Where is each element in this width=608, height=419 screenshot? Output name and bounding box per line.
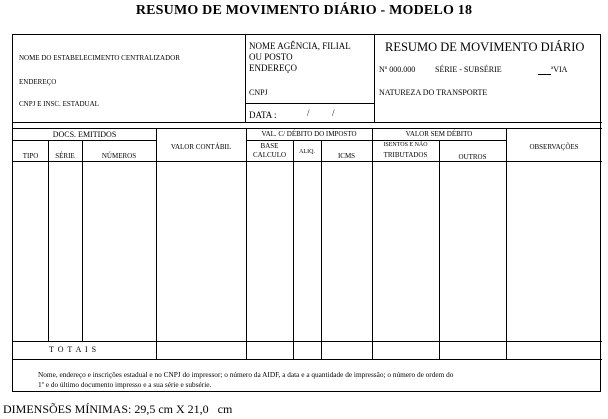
date-separator-2: / <box>332 108 335 118</box>
address-label: ENDEREÇO <box>19 78 57 86</box>
establishment-label: NOME DO ESTABELECIMENTO CENTRALIZADOR <box>19 54 180 62</box>
col-line-icms-isentos <box>372 128 373 359</box>
col-line-serie-numeros <box>82 140 83 341</box>
col-line-outros-obs <box>506 128 507 359</box>
page-title: RESUMO DE MOVIMENTO DIÁRIO - MODELO 18 <box>135 3 473 18</box>
form-frame <box>12 34 601 392</box>
col-numeros: NÚMEROS <box>101 152 137 160</box>
totals-bottom-border <box>13 359 602 360</box>
col-observacoes: OBSERVAÇÕES <box>529 143 579 151</box>
header-divider-1 <box>245 35 246 122</box>
totals-top-border <box>13 341 602 342</box>
col-line-tipo-serie <box>48 140 49 341</box>
printer-note-line2: 1º e do último documento impresso e a sua série e subsérie. <box>38 380 212 389</box>
cnpj-ie-label: CNPJ E INSC. ESTADUAL <box>19 100 99 108</box>
col-line-aliq-icms <box>321 140 322 359</box>
date-separator-1: / <box>307 108 310 118</box>
column-header-bottom <box>13 161 602 162</box>
sem-debito-group-header: VALOR SEM DÉBITO <box>405 130 473 138</box>
via-label: ªVIA <box>551 65 568 74</box>
col-base-line2: CALCULO <box>252 151 287 159</box>
agency-label-line2: OU POSTO <box>249 52 293 62</box>
agency-cnpj-label: CNPJ <box>249 88 268 97</box>
printer-note-line1: Nome, endereço e inscrições estadual e no CNPJ do impressor; o número da AIDF, a data e a quantidade de impressão; o número de ordem do <box>38 370 454 379</box>
col-aliq: ALIQ. <box>299 149 315 155</box>
via-blank-line <box>538 74 551 75</box>
document-number: Nº 000.000 <box>379 65 416 74</box>
series-subseries-label: SÉRIE - SUBSÉRIE <box>435 65 502 74</box>
col-line-base-aliq <box>293 140 294 359</box>
col-line-isentos-outros <box>439 140 440 359</box>
docs-group-header: DOCS. EMITIDOS <box>52 130 117 139</box>
col-line-valor-base <box>246 128 247 359</box>
date-label: DATA : <box>249 110 277 120</box>
col-serie: SÉRIE <box>55 152 75 160</box>
col-outros: OUTROS <box>458 153 487 161</box>
agency-cnpj-divider <box>245 103 374 104</box>
summary-title: RESUMO DE MOVIMENTO DIÁRIO <box>385 40 585 54</box>
transport-label: NATUREZA DO TRANSPORTE <box>379 88 488 97</box>
col-tipo: TIPO <box>22 152 39 160</box>
header-divider-2 <box>374 35 375 122</box>
agency-address-label: ENDEREÇO <box>249 63 297 73</box>
group-header-divider <box>13 140 156 141</box>
col-line-numeros-valor <box>156 128 157 359</box>
table-top-border <box>13 128 602 129</box>
col-isentos-line2: TRIBUTADOS <box>383 151 428 159</box>
col-icms: ICMS <box>337 152 356 160</box>
agency-label-line1: NOME AGÊNCIA, FILIAL <box>249 41 351 51</box>
group-header-divider-right <box>246 140 506 141</box>
col-base-line1: BASE <box>260 142 279 150</box>
header-bottom-border <box>13 122 602 123</box>
totals-label: T O T A I S <box>49 345 98 354</box>
col-isentos-line1: ISENTOS E NÃO <box>383 142 428 148</box>
debito-group-header: VAL. C/ DÉBITO DO IMPOSTO <box>261 130 357 138</box>
minimum-dimensions-note: DIMENSÕES MÍNIMAS: 29,5 cm X 21,0 cm <box>3 402 233 416</box>
col-valor-contabil: VALOR CONTÁBIL <box>170 143 232 151</box>
